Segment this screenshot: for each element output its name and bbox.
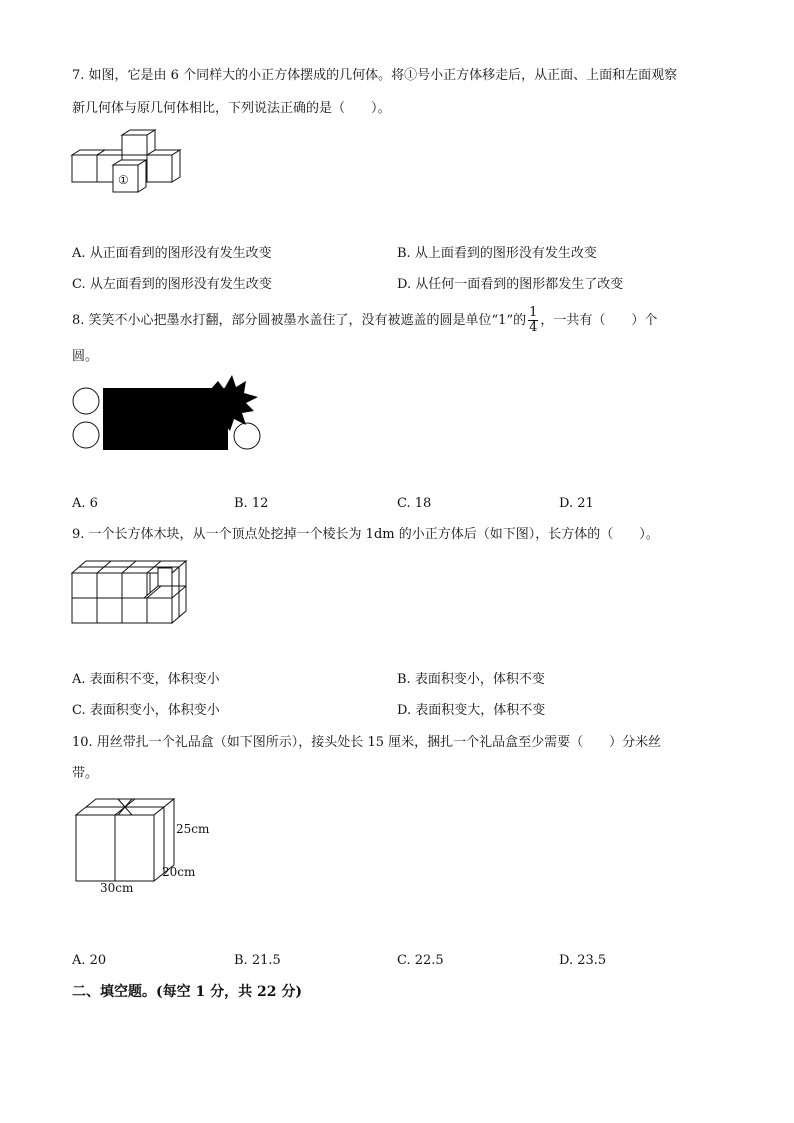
q8-option-c[interactable]: C. 18 <box>397 496 432 511</box>
q8-fraction <box>528 306 538 335</box>
q10-text-line2: 带。 <box>72 766 99 781</box>
q9-cuboid-figure <box>60 555 200 635</box>
q9-option-a[interactable]: A. 表面积不变，体积变小 <box>72 672 220 687</box>
q9-option-d[interactable]: D. 表面积变大，体积不变 <box>397 703 546 718</box>
q8-option-a[interactable]: A. 6 <box>72 496 98 511</box>
q7-option-a[interactable]: A. 从正面看到的图形没有发生改变 <box>72 246 272 261</box>
q10-width-label: 30cm <box>100 881 134 895</box>
q7-text-line1: 7. 如图，它是由 6 个同样大的小正方体摆成的几何体。将①号小正方体移走后，从正面、上面和左面观察 <box>72 68 678 83</box>
q10-option-d[interactable]: D. 23.5 <box>559 953 607 968</box>
q7-cube-figure <box>60 120 190 200</box>
q8-fraction-numerator: 1 <box>529 305 538 320</box>
q9-option-c[interactable]: C. 表面积变小，体积变小 <box>72 703 220 718</box>
q8-option-b[interactable]: B. 12 <box>234 496 269 511</box>
q7-option-d[interactable]: D. 从任何一面看到的图形都发生了改变 <box>397 277 624 292</box>
q10-text-line1: 10. 用丝带扎一个礼品盒（如下图所示），接头处长 15 厘米，捆扎一个礼品盒至少需要（ ）分米丝 <box>72 735 662 750</box>
q8-text-pre: 8. 笑笑不小心把墨水打翻，部分圆被墨水盖住了，没有被遮盖的圆是单位“1”的 <box>72 313 527 328</box>
q7-cube-one-label: ① <box>118 173 129 187</box>
q8-fraction-denominator: 4 <box>529 320 538 335</box>
q7-option-c[interactable]: C. 从左面看到的图形没有发生改变 <box>72 277 272 292</box>
q8-option-d[interactable]: D. 21 <box>559 496 594 511</box>
q10-option-b[interactable]: B. 21.5 <box>234 953 281 968</box>
q8-ink-figure <box>60 375 280 455</box>
q10-height-label: 25cm <box>176 822 210 836</box>
q7-text-line2: 新几何体与原几何体相比，下列说法正确的是（ ）。 <box>72 101 391 116</box>
q9-text-line1: 9. 一个长方体木块，从一个顶点处挖掉一个棱长为 1dm 的小正方体后（如下图），长方体的（ ）。 <box>72 527 659 542</box>
q10-option-c[interactable]: C. 22.5 <box>397 953 444 968</box>
q10-option-a[interactable]: A. 20 <box>72 953 107 968</box>
section-2-heading: 二、填空题。(每空 1 分，共 22 分) <box>72 984 302 1000</box>
q8-text-line1 <box>72 306 657 336</box>
q7-option-b[interactable]: B. 从上面看到的图形没有发生改变 <box>397 246 597 261</box>
q10-depth-label: 20cm <box>162 865 196 879</box>
q10-gift-box-figure <box>60 795 240 900</box>
q8-text-post: ，一共有（ ）个 <box>540 313 658 328</box>
q8-text-line2: 圆。 <box>72 349 99 364</box>
q9-option-b[interactable]: B. 表面积变小，体积不变 <box>397 672 545 687</box>
